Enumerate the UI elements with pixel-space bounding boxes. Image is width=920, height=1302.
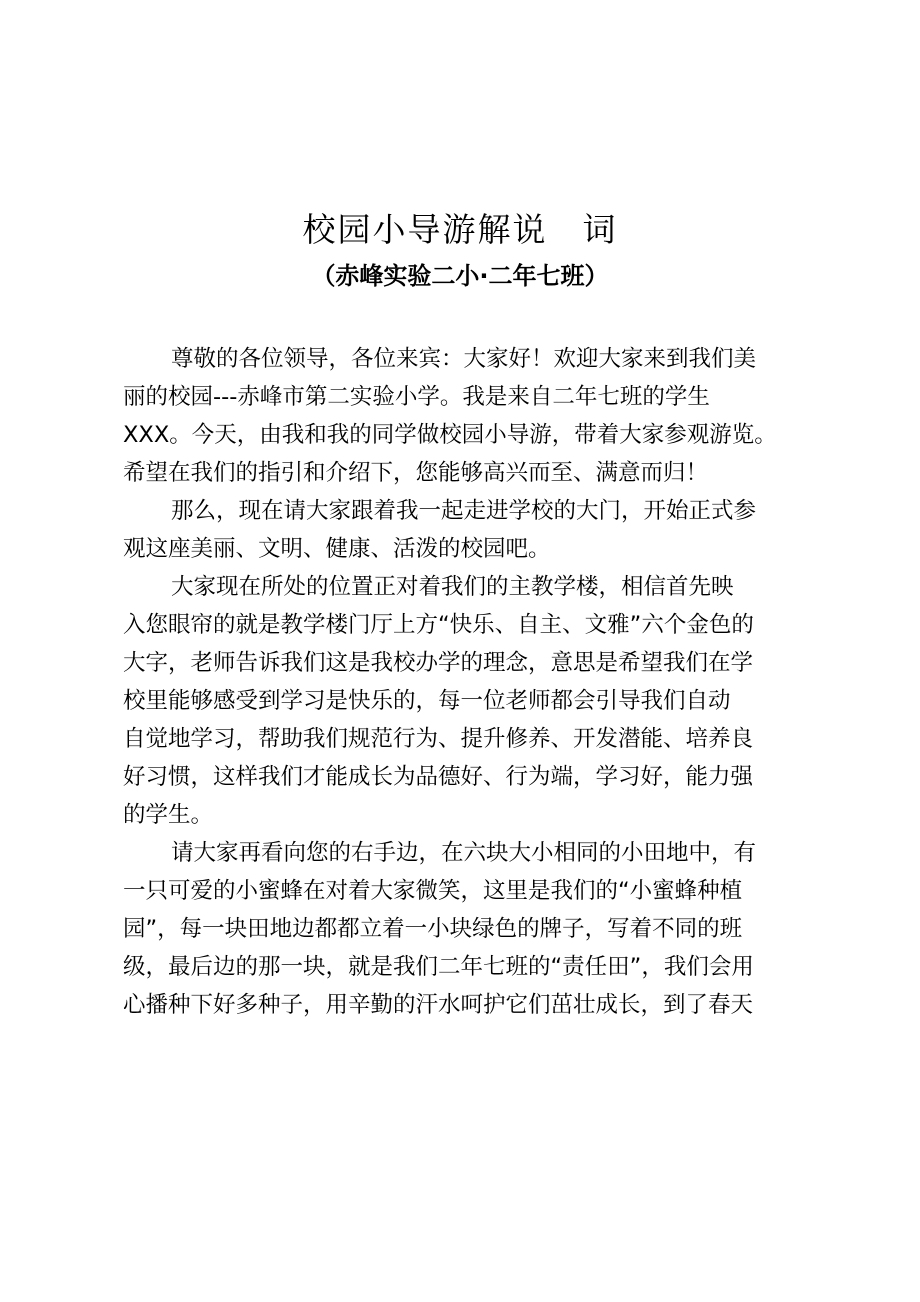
paragraph-line: 大字，老师告诉我们这是我校办学的理念，意思是希望我们在学 [123, 650, 754, 676]
paragraph-line: 的学生。 [123, 802, 214, 828]
document-subtitle: （赤峰实验二小·二年七班） [311, 262, 609, 290]
paragraph-line: 希望在我们的指引和介绍下，您能够高兴而至、满意而归！ [123, 460, 709, 486]
paragraph-line: 丽的校园---赤峰市第二实验小学。我是来自二年七班的学生 [123, 384, 710, 410]
paragraph-line: 大家现在所处的位置正对着我们的主教学楼，相信首先映 [171, 574, 734, 600]
paragraph-line: 心播种下好多种子，用辛勤的汗水呵护它们茁壮成长，到了春天 [123, 992, 754, 1018]
paragraph-line: 请大家再看向您的右手边，在六块大小相同的小田地中，有 [171, 840, 757, 866]
paragraph-line: XXX。今天，由我和我的同学做校园小导游，带着大家参观游览。 [123, 422, 777, 448]
paragraph-line: 尊敬的各位领导，各位来宾：大家好！欢迎大家来到我们美 [171, 346, 757, 372]
paragraph-line: 校里能够感受到学习是快乐的，每一位老师都会引导我们自动 [123, 688, 731, 714]
paragraph-line: 自觉地学习，帮助我们规范行为、提升修养、开发潜能、培养良 [123, 726, 754, 752]
paragraph-line: 那么，现在请大家跟着我一起走进学校的大门，开始正式参 [171, 498, 757, 524]
paragraph-line: 级，最后边的那一块，就是我们二年七班的“责任田”，我们会用 [123, 954, 754, 980]
document-title: 校园小导游解说 词 [302, 210, 618, 249]
paragraph-line: 入您眼帘的就是教学楼门厅上方“快乐、自主、文雅”六个金色的 [123, 612, 754, 638]
paragraph-line: 观这座美丽、文明、健康、活泼的校园吧。 [123, 536, 551, 562]
paragraph-line: 好习惯，这样我们才能成长为品德好、行为端，学习好，能力强 [123, 764, 754, 790]
paragraph-line: 园”，每一块田地边都都立着一小块绿色的牌子，写着不同的班 [123, 916, 743, 942]
paragraph-line: 一只可爱的小蜜蜂在对着大家微笑，这里是我们的“小蜜蜂种植 [123, 878, 743, 904]
document-body [123, 340, 823, 1024]
